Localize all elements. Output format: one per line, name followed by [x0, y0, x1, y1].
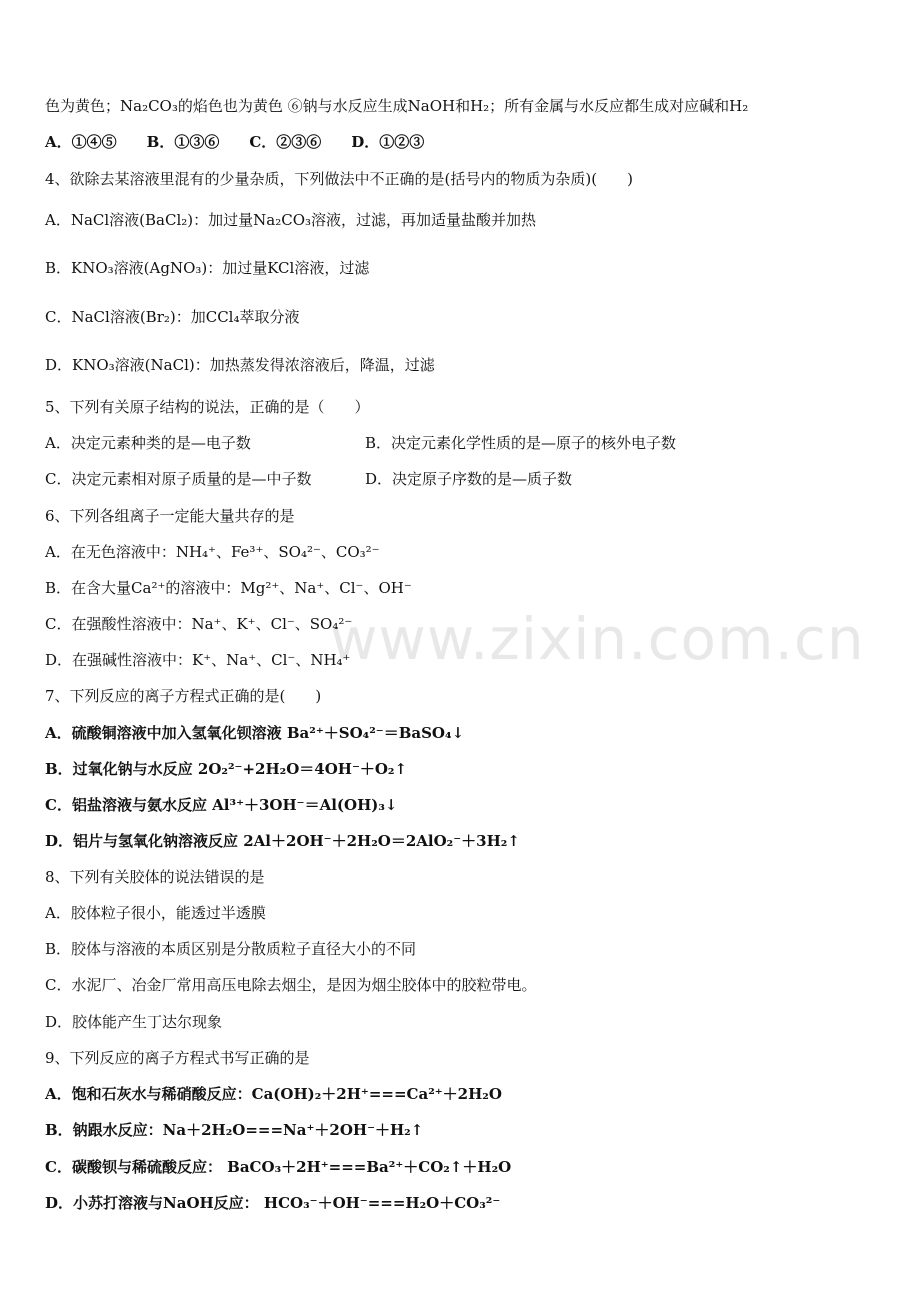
- q8-option-b: B．胶体与溶液的本质区别是分散质粒子直径大小的不同: [45, 940, 417, 958]
- q5-option-a: A．决定元素种类的是—电子数: [45, 434, 251, 452]
- q5-option-d: D．决定原子序数的是—质子数: [365, 470, 573, 488]
- q6-option-b: B．在含大量Ca²⁺的溶液中：Mg²⁺、Na⁺、Cl⁻、OH⁻: [45, 579, 412, 597]
- q9-option-c: C．碳酸钡与稀硫酸反应： BaCO₃＋2H⁺===Ba²⁺＋CO₂↑＋H₂O: [45, 1158, 512, 1176]
- q8-option-c: C．水泥厂、冶金厂常用高压电除去烟尘，是因为烟尘胶体中的胶粒带电。: [45, 976, 537, 994]
- q9-option-a: A．饱和石灰水与稀硝酸反应：Ca(OH)₂＋2H⁺===Ca²⁺＋2H₂O: [45, 1085, 502, 1103]
- q6-option-a: A．在无色溶液中：NH₄⁺、Fe³⁺、SO₄²⁻、CO₃²⁻: [45, 543, 380, 561]
- q6-stem: 6、下列各组离子一定能大量共存的是: [45, 507, 295, 525]
- q6-option-d: D．在强碱性溶液中：K⁺、Na⁺、Cl⁻、NH₄⁺: [45, 651, 351, 669]
- q4-option-d: D．KNO₃溶液(NaCl)：加热蒸发得浓溶液后，降温，过滤: [45, 356, 435, 374]
- q7-option-c: C．铝盐溶液与氨水反应 Al³⁺＋3OH⁻＝Al(OH)₃↓: [45, 796, 398, 814]
- q4-option-c: C．NaCl溶液(Br₂)：加CCl₄萃取分液: [45, 308, 300, 326]
- q9-option-b: B．钠跟水反应：Na＋2H₂O===Na⁺＋2OH⁻＋H₂↑: [45, 1121, 424, 1139]
- q7-option-b: B．过氧化钠与水反应 2O₂²⁻+2H₂O＝4OH⁻＋O₂↑: [45, 760, 408, 778]
- q9-option-d: D．小苏打溶液与NaOH反应： HCO₃⁻＋OH⁻===H₂O＋CO₃²⁻: [45, 1194, 501, 1212]
- q8-option-d: D．胶体能产生丁达尔现象: [45, 1013, 223, 1031]
- q5-option-b: B．决定元素化学性质的是—原子的核外电子数: [365, 434, 677, 452]
- watermark: www.zixin.com.cn: [330, 605, 865, 673]
- q5-stem: 5、下列有关原子结构的说法，正确的是（ ）: [45, 398, 370, 416]
- q4-stem: 4、欲除去某溶液里混有的少量杂质，下列做法中不正确的是(括号内的物质为杂质)( ): [45, 170, 633, 188]
- q7-option-a: A．硫酸铜溶液中加入氢氧化钡溶液 Ba²⁺＋SO₄²⁻＝BaSO₄↓: [45, 724, 465, 742]
- q7-stem: 7、下列反应的离子方程式正确的是( ): [45, 687, 322, 705]
- q3-options: A．①④⑤ B．①③⑥ C．②③⑥ D．①②③: [45, 133, 425, 151]
- q8-option-a: A．胶体粒子很小，能透过半透膜: [45, 904, 266, 922]
- q4-option-a: A．NaCl溶液(BaCl₂)：加过量Na₂CO₃溶液，过滤，再加适量盐酸并加热: [45, 211, 537, 229]
- q4-option-b: B．KNO₃溶液(AgNO₃)：加过量KCl溶液，过滤: [45, 259, 370, 277]
- q5-option-c: C．决定元素相对原子质量的是—中子数: [45, 470, 312, 488]
- text-line-1: 色为黄色；Na₂CO₃的焰色也为黄色 ⑥钠与水反应生成NaOH和H₂；所有金属与水反应都生成对应碱和H₂: [45, 97, 749, 115]
- q6-option-c: C．在强酸性溶液中：Na⁺、K⁺、Cl⁻、SO₄²⁻: [45, 615, 353, 633]
- q8-stem: 8、下列有关胶体的说法错误的是: [45, 868, 265, 886]
- q9-stem: 9、下列反应的离子方程式书写正确的是: [45, 1049, 310, 1067]
- q7-option-d: D．铝片与氢氧化钠溶液反应 2Al＋2OH⁻＋2H₂O＝2AlO₂⁻＋3H₂↑: [45, 832, 520, 850]
